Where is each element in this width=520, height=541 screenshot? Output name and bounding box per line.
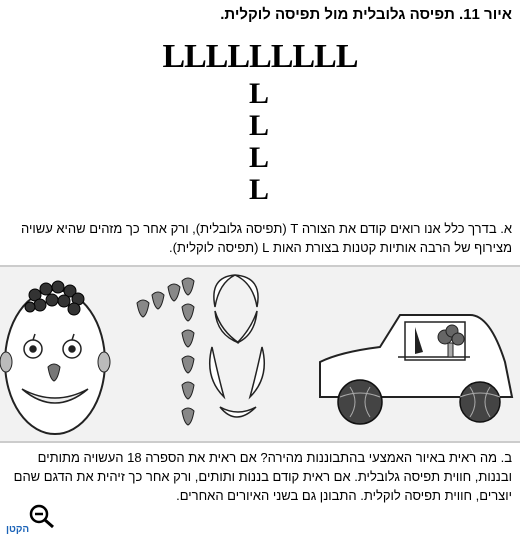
illustrations-svg [0, 267, 520, 441]
t-bar-letters: LLLLLLLLL [162, 38, 358, 75]
stem-letter: L [249, 173, 270, 206]
letter-t-figure [0, 38, 520, 206]
number-18-illustration [137, 275, 264, 425]
zoom-out-label: הקטן [6, 524, 30, 535]
illustration-panel [0, 265, 520, 443]
strawberries [137, 278, 194, 425]
paragraph-b: ב. מה ראית באיור האמצעי בהתבוננות מהירה? אם ראית את הספרה 18 העשויה מתותים ובננות, חווית תפיסה גלובלית. אם ראית קודם בננות ותותים, ורק אחר כך זיהית את הדגם שהם יוצרים, חווית תפיסה לוקלית. התבונן גם בשני האיורים האחרים. [13, 450, 512, 503]
paragraph-a: א. בדרך כלל אנו רואים קודם את הצורה T (תפיסה גלובלית), ורק אחר כך מזהים שהיא עשויה מצירוף של הרבה אותיות קטנות בצורת האות L (תפיסה לוקלית). [20, 221, 512, 255]
zoom-out-button[interactable] [6, 503, 60, 535]
car-illustration [320, 315, 512, 424]
fruit-face-illustration [0, 281, 110, 434]
zoom-out-icon [28, 503, 58, 529]
t-stem-letters [249, 78, 269, 206]
stem-letter: L [249, 141, 270, 174]
stem-letter: L [249, 77, 270, 110]
stem-letter: L [249, 109, 270, 142]
bananas [210, 275, 265, 417]
figure-title: איור 11. תפיסה גלובלית מול תפיסה לוקלית. [220, 6, 512, 23]
